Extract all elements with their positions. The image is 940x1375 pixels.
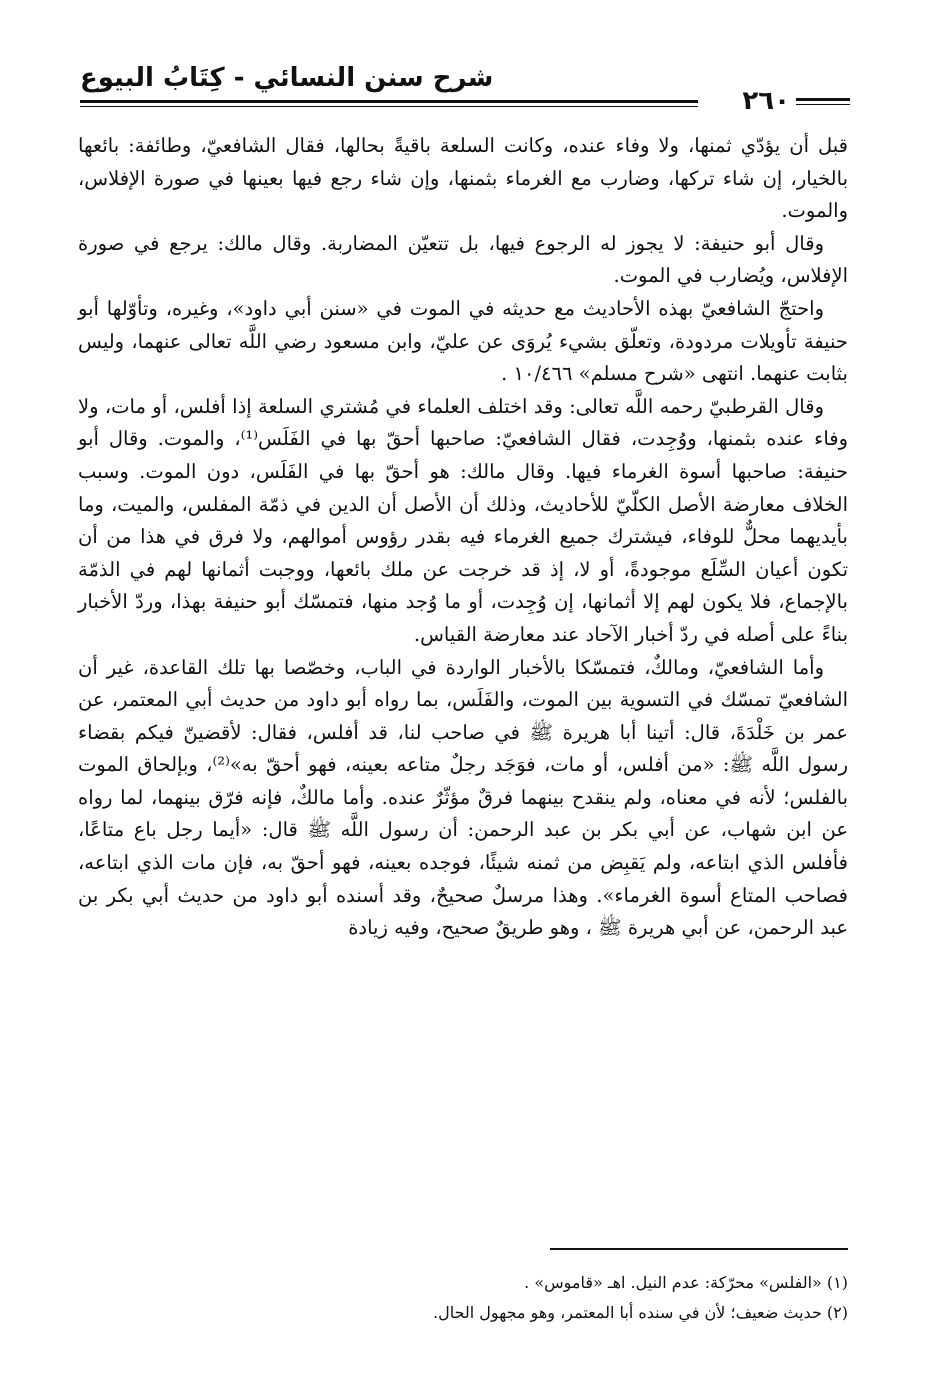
footnotes [78, 1268, 848, 1328]
page-header [80, 58, 850, 114]
footnote-2: (٢) حديث ضعيف؛ لأن في سنده أبا المعتمر، وهو مجهول الحال. [432, 1303, 848, 1322]
footnote-1: (١) «الفلس» محرّكة: عدم النيل. اهـ «قاموس» . [524, 1273, 848, 1292]
page-number-rule-thin [796, 104, 850, 105]
paragraph-4: وقال القرطبيّ رحمه اللَّه تعالى: وقد اختلف العلماء في مُشتري السلعة إذا أفلس، أو مات، ولا وفاء عنده بثمنها، ووُجِدت، فقال الشافعيّ: صاحبها أحقّ بها في الفَلَس⁽¹⁾، والموت. وقال أبو حنيفة: صاحبها أسوة الغرماء فيها. وقال مالك: هو أحقّ بها في الفَلَس، دون الموت. وسبب الخلاف معارضة الأصل الكلّيّ للأحاديث، وذلك أن الأصل أن الدين في ذمّة المفلس، والميت، وما بأيديهما محلٌّ للوفاء، فيشترك جميع الغرماء فيه بقدر رؤوس أموالهم، ولا فرق في هذا من أن تكون أعيان السِّلَع موجودةً، أو لا، إذ قد خرجت عن ملك بائعها، ووجبت أثمانها لهم في الذمّة بالإجماع، فلا يكون لهم إلا أثمانها، إن وُجِدت، أو ما وُجد منها، فتمسّك أبو حنيفة بهذا، وردّ الأخبار بناءً على أصله في ردّ أخبار الآحاد عند معارضة القياس. [78, 394, 848, 646]
main-text [78, 130, 848, 945]
footnote-separator [550, 1248, 848, 1250]
header-rule-thin [80, 106, 698, 107]
paragraph-3: واحتجّ الشافعيّ بهذه الأحاديث مع حديثه في الموت في «سنن أبي داود»، وغيره، وتأوّلها أبو حنيفة تأويلات مردودة، وتعلّق بشيء يُروَى عن عليّ، وابن مسعود رضي اللَّه تعالى عنهما، وليس بثابت عنهما. انتهى «شرح مسلم» ١٠/٤٦٦ . [78, 296, 848, 386]
header-rule [80, 100, 698, 103]
page-number-rule [796, 98, 850, 101]
page-number: ٢٦٠ [742, 86, 790, 116]
paragraph-5: وأما الشافعيّ، ومالكٌ، فتمسّكا بالأخبار الواردة في الباب، وخصّصا بها تلك القاعدة، غير أن الشافعيّ تمسّك في التسوية بين الموت، والفَلَس، بما رواه أبو داود من حديث أبي المعتمر، عن عمر بن خَلْدَةَ، قال: أتينا أبا هريرة ﷺ في صاحب لنا، قد أفلس، فقال: لأقضينّ فيكم بقضاء رسول اللَّه ﷺ: «من أفلس، أو مات، فوَجَد رجلٌ متاعه بعينه، فهو أحقّ به»⁽²⁾، وبإلحاق الموت بالفلس؛ لأنه في معناه، ولم ينقدح بينهما فرقٌ مؤثّرٌ عنده. وأما مالكٌ، فإنه فرّق بينهما، لما رواه عن ابن شهاب، عن أبي بكر بن عبد الرحمن: أن رسول اللَّه ﷺ قال: «أيما رجل باع متاعًا، فأفلس الذي ابتاعه، ولم يَقبِض من ثمنه شيئًا، فوجده بعينه، فهو أحقّ به، فإن مات الذي ابتاعه، فصاحب المتاع أسوة الغرماء». وهذا مرسلٌ صحيحٌ، وقد أسنده أبو داود من حديث أبي بكر بن عبد الرحمن، عن أبي هريرة ﷺ ، وهو طريقٌ صحيح، وفيه زيادة [78, 655, 848, 940]
paragraph-1: قبل أن يؤدّي ثمنها، ولا وفاء عنده، وكانت السلعة باقيةً بحالها، فقال الشافعيّ، وطائفة: بائعها بالخيار، إن شاء تركها، وضارب مع الغرماء بثمنها، وإن شاء رجع فيها بعينها في صورة الإفلاس، والموت. [78, 134, 848, 223]
paragraph-2: وقال أبو حنيفة: لا يجوز له الرجوع فيها، بل تتعيّن المضاربة. وقال مالك: يرجع في صورة الإفلاس، ويُضارب في الموت. [78, 231, 848, 288]
running-title: شرح سنن النسائي - كِتَابُ البيوع [80, 63, 494, 93]
